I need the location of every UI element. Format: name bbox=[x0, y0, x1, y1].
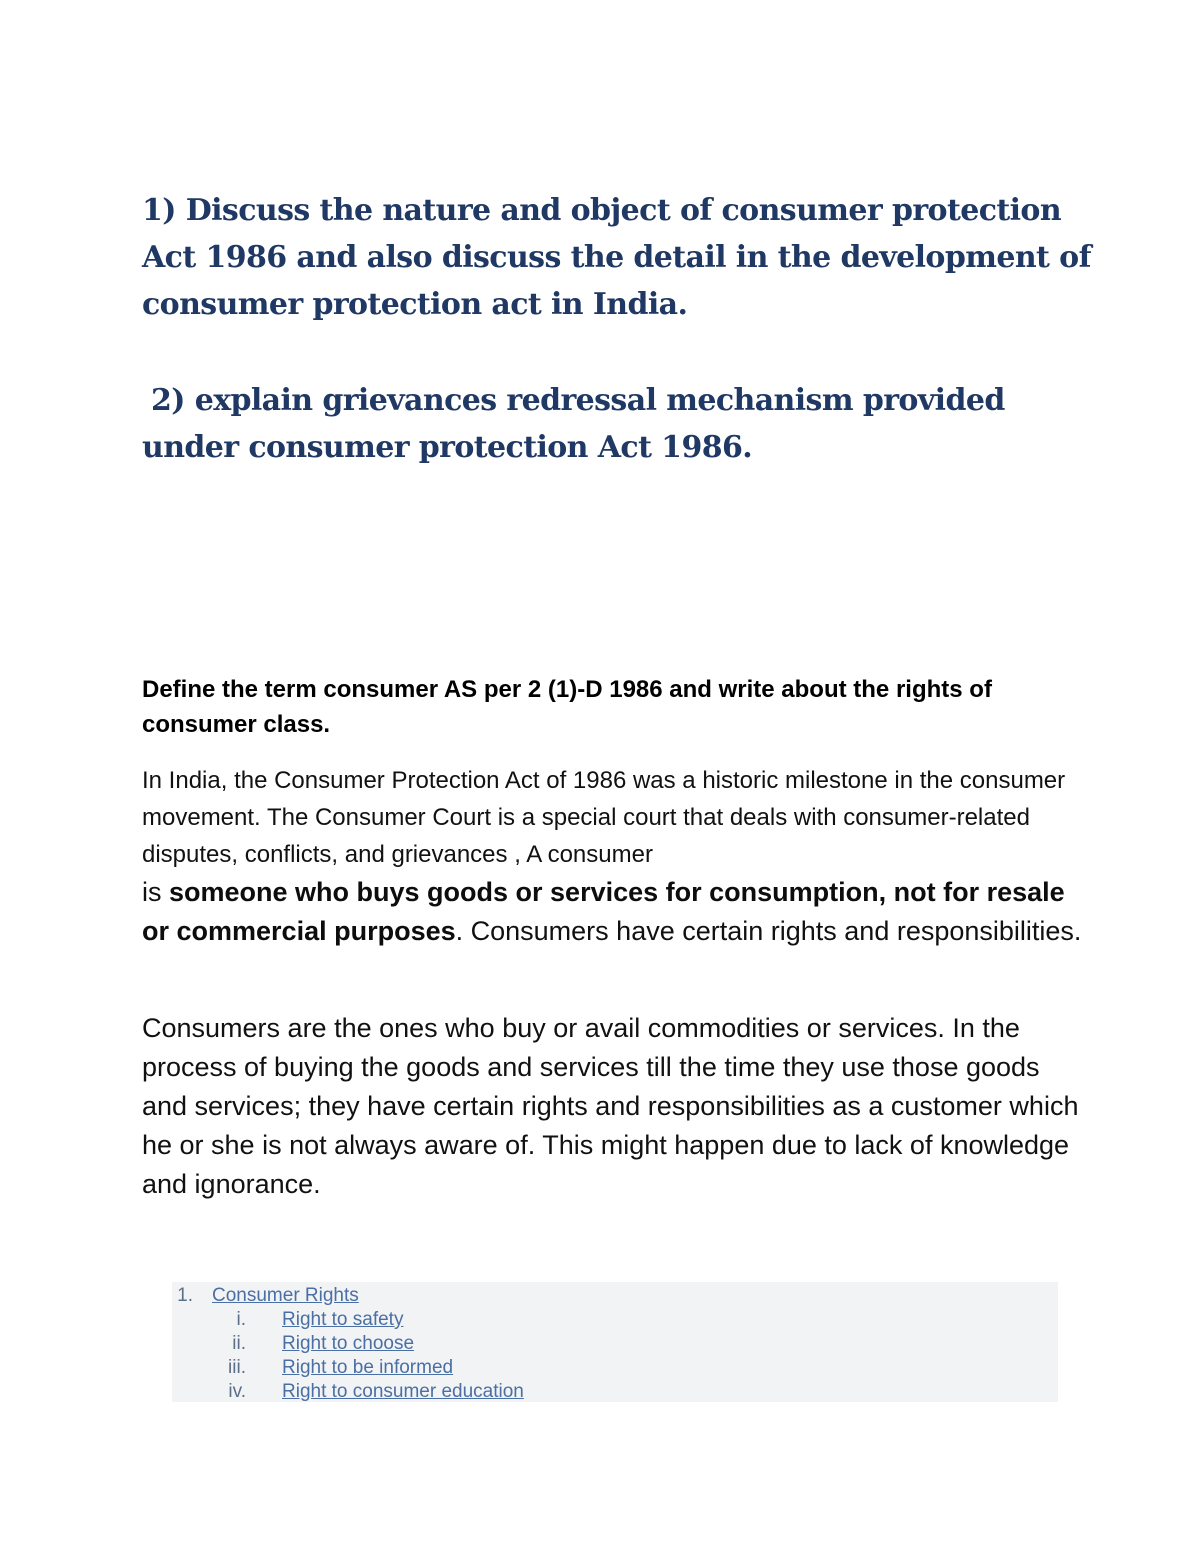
paragraph-1-intro: In India, the Consumer Protection Act of 1986 was a historic milestone in the consumer movement. The Consumer Court is a special court that deals with consumer-related disputes, conflicts, and grievances , A consumer bbox=[142, 767, 1066, 868]
question-1: 1) Discuss the nature and object of consumer protection Act 1986 and also discuss the detail in the development of consumer protection act in India. bbox=[142, 193, 1091, 322]
toc-link-consumer-rights[interactable]: Consumer Rights bbox=[212, 1285, 359, 1306]
paragraph-1-end: . Consumers have certain rights and responsibilities. bbox=[455, 916, 1082, 946]
toc-link-right-to-choose[interactable]: Right to choose bbox=[282, 1333, 415, 1354]
toc-item-right-to-consumer-education bbox=[172, 1380, 1058, 1404]
toc-item-right-to-choose bbox=[172, 1332, 1058, 1356]
definition-paragraph-1 bbox=[142, 762, 1092, 951]
toc-number: 1. bbox=[177, 1285, 193, 1306]
question-2-text: 2) explain grievances redressal mechanism provided under consumer protection Act 1986. bbox=[142, 383, 1005, 465]
toc-number: i. bbox=[236, 1309, 246, 1330]
toc-link-right-to-safety[interactable]: Right to safety bbox=[282, 1309, 404, 1330]
table-of-contents bbox=[172, 1282, 1058, 1402]
toc-number: iv. bbox=[228, 1381, 246, 1402]
toc-link-right-to-be-informed[interactable]: Right to be informed bbox=[282, 1357, 454, 1378]
question-2 bbox=[142, 377, 1102, 471]
toc-number: iii. bbox=[228, 1357, 246, 1378]
paragraph-1-is: is bbox=[142, 877, 169, 907]
toc-item-consumer-rights bbox=[172, 1284, 1058, 1308]
consumer-definition-bold: someone who buys goods or services for consumption, not for resale or commercial purposes bbox=[142, 877, 1065, 946]
definition-heading: Define the term consumer AS per 2 (1)-D 1986 and write about the rights of consumer class. bbox=[142, 676, 992, 738]
toc-item-right-to-safety bbox=[172, 1308, 1058, 1332]
toc-item-right-to-be-informed bbox=[172, 1356, 1058, 1380]
toc-number: ii. bbox=[232, 1333, 246, 1354]
definition-paragraph-2: Consumers are the ones who buy or avail commodities or services. In the process of buying the goods and services till the time they use those goods and services; they have certain rights and responsibilities as a customer which he or she is not always aware of. This might happen due to lack of knowledge and ignorance. bbox=[142, 1013, 1079, 1199]
toc-link-right-to-consumer-education[interactable]: Right to consumer education bbox=[282, 1381, 524, 1402]
